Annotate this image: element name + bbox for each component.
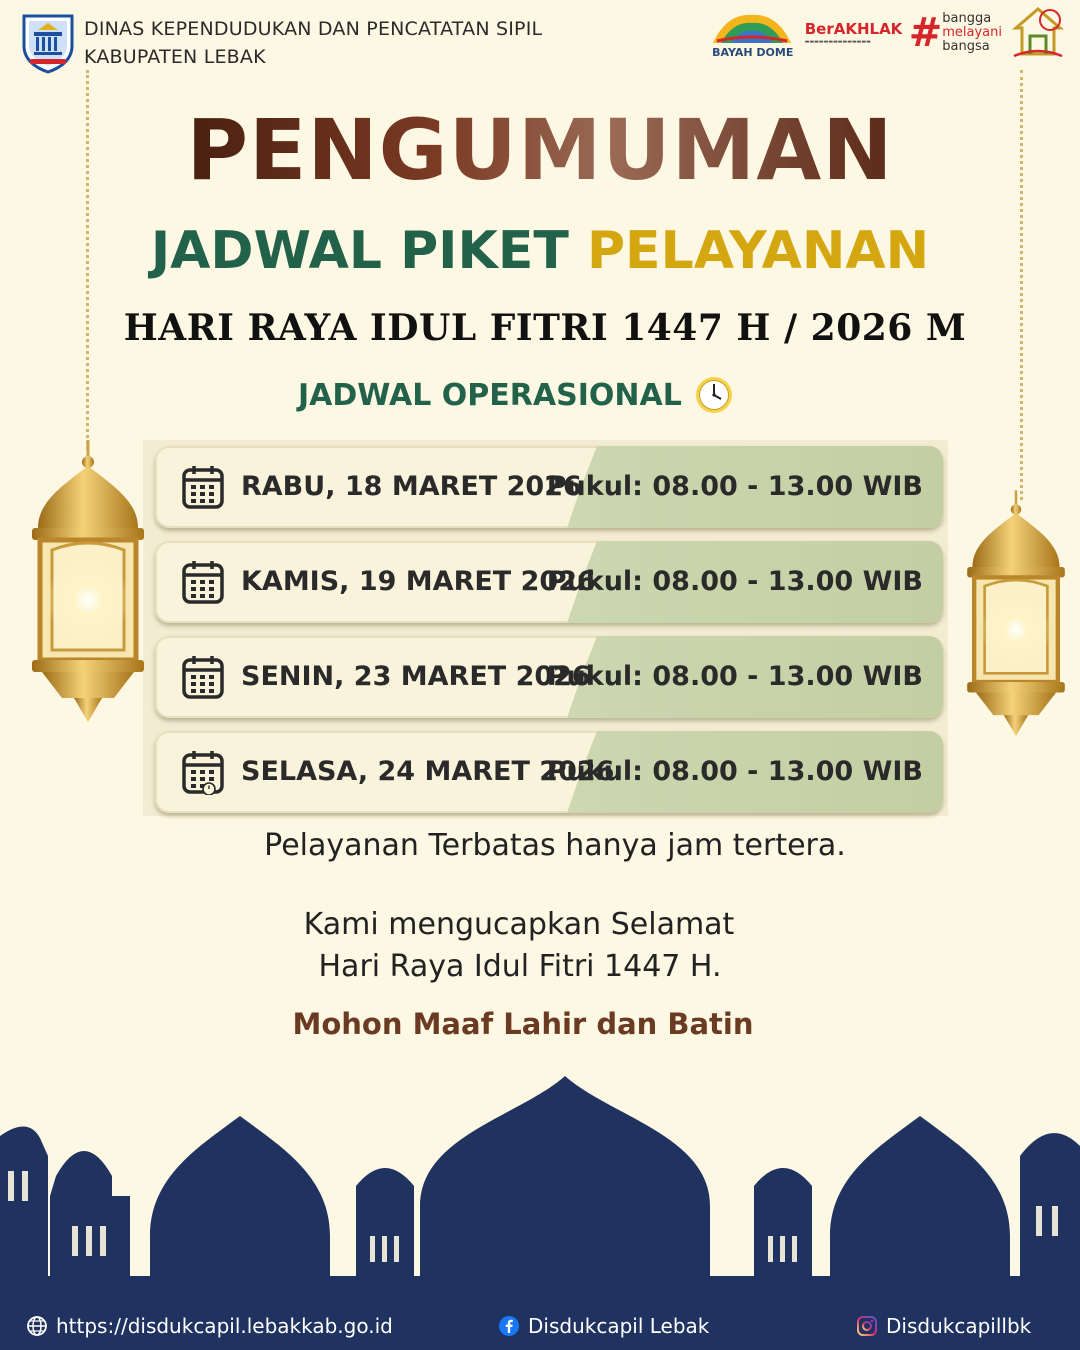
berakhlak-logo [805,21,901,45]
schedule-row [155,541,943,623]
berakhlak-tagline-mark: ▬▬▬▬▬▬▬▬▬▬▬▬▬▬ [804,39,871,45]
globe-icon [26,1315,48,1337]
apology-text: Mohon Maaf Lahir dan Batin [292,1007,754,1041]
eid-greeting-line2: Hari Raya Idul Fitri 1447 H. [318,949,722,984]
org-name-line1: DINAS KEPENDUDUKAN DAN PENCATATAN SIPIL [84,18,543,40]
eid-greeting [0,904,1038,988]
website-url: https://disdukcapil.lebakkab.go.id [56,1314,393,1338]
schedule-date: KAMIS, 19 MARET 2026 [241,566,596,597]
lantern-icon [18,440,158,740]
limited-service-note: Pelayanan Terbatas hanya jam tertera. [264,828,846,863]
lebak-ruhay-logo-icon [1010,6,1066,60]
clock-icon [694,375,734,415]
bayah-dome-text: BAYAH DOME [712,46,794,59]
schedule-time: Pukul: 08.00 - 13.00 WIB [546,471,923,502]
schedule-title [0,218,1080,284]
footer-contacts [0,1306,1080,1346]
facebook-link[interactable] [498,1306,709,1346]
schedule-row [155,446,943,528]
announcement-title-text: PENGUMUMAN [186,101,894,199]
schedule-time: Pukul: 08.00 - 13.00 WIB [546,661,923,692]
facebook-handle: Disdukcapil Lebak [528,1314,710,1338]
hashtag-icon: # [908,10,943,56]
instagram-handle: Disdukcapillbk [886,1314,1032,1338]
bangga-word: bangga [942,11,992,26]
eid-greeting-line1: Kami mengucapkan Selamat [303,907,735,942]
lantern-icon [955,490,1077,752]
header [20,8,542,78]
bangga-melayani-words [942,12,1002,54]
bayah-dome-icon [707,7,797,47]
announcement-title [0,100,1080,200]
instagram-link[interactable] [856,1306,1031,1346]
schedule-date: SENIN, 23 MARET 2026 [241,661,591,692]
schedule-date: RABU, 18 MARET 2026 [241,471,582,502]
calendar-icon [181,559,225,605]
bangsa-word: bangsa [942,39,990,54]
schedule-title-part2: PELAYANAN [586,221,930,281]
berakhlak-text: BerAKHLAK [804,20,903,38]
calendar-icon [181,749,225,795]
schedule-list [143,440,948,816]
bangga-melayani-logo [909,12,1002,54]
schedule-date: SELASA, 24 MARET 2026 [241,756,615,787]
org-name [84,15,542,71]
website-link[interactable] [26,1306,393,1346]
facebook-icon [498,1315,520,1337]
instagram-icon [856,1315,878,1337]
schedule-title-part1: JADWAL PIKET [150,221,569,281]
schedule-row [155,636,943,718]
calendar-icon [181,464,225,510]
schedule-row [155,731,943,813]
calendar-icon [181,654,225,700]
operational-heading [298,372,734,418]
org-name-line2: KABUPATEN LEBAK [84,46,266,68]
operational-heading-text: JADWAL OPERASIONAL [298,377,682,413]
lebak-emblem-icon [20,12,76,74]
schedule-time: Pukul: 08.00 - 13.00 WIB [546,756,923,787]
bayah-dome-logo [707,7,797,59]
melayani-word: melayani [942,25,1002,40]
schedule-time: Pukul: 08.00 - 13.00 WIB [546,566,923,597]
partner-logos [707,6,1066,60]
occasion-title: HARI RAYA IDUL FITRI 1447 H / 2026 M [123,307,967,349]
